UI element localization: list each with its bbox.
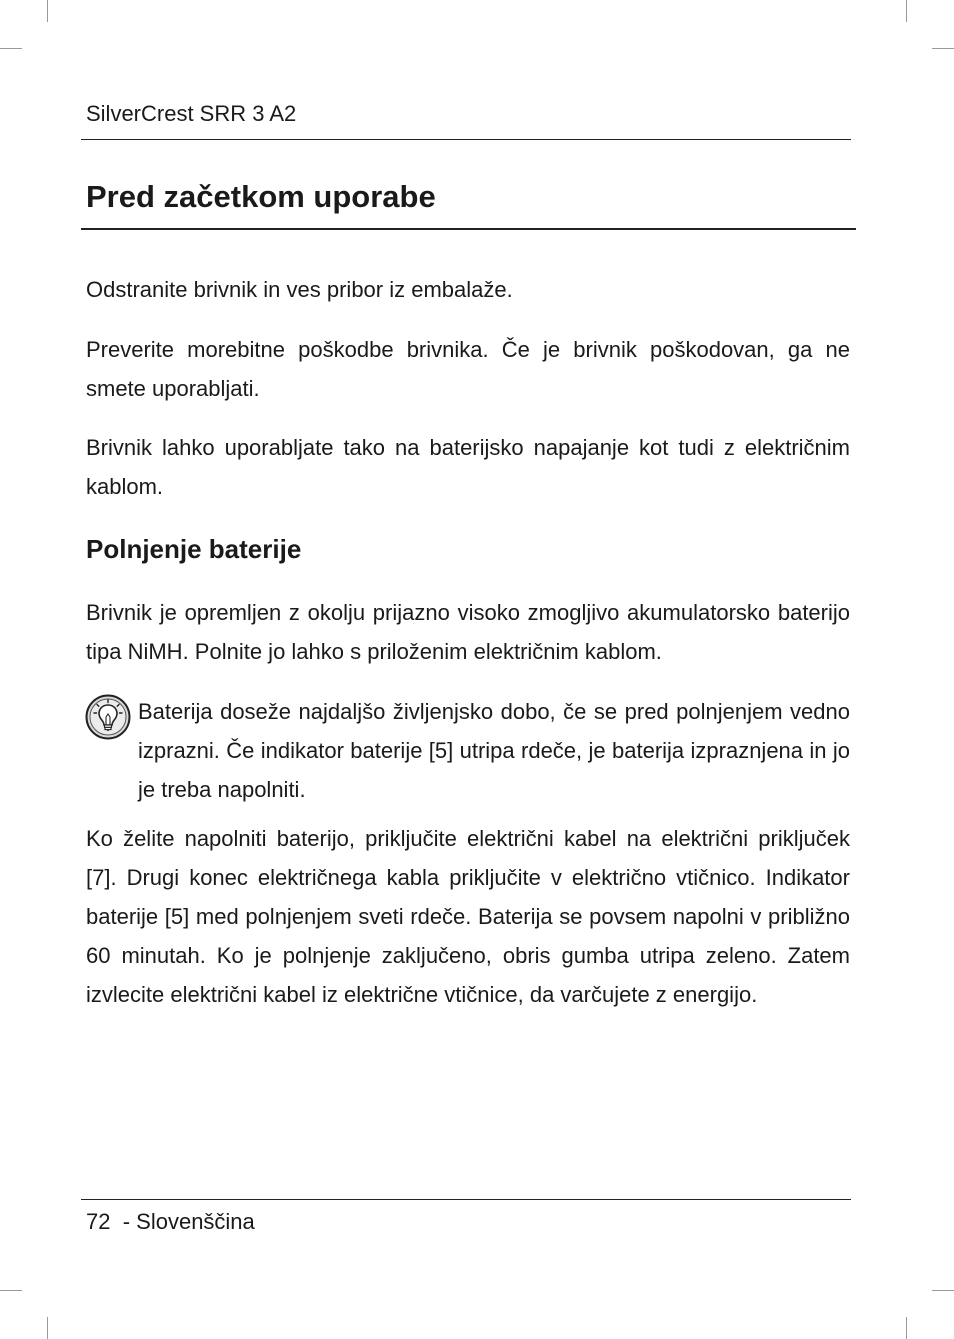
paragraph-inspect: Preverite morebitne poškodbe brivnika. Če je brivnik poškodovan, ga ne smete uporabljati. [86, 337, 850, 401]
crop-mark [906, 1317, 907, 1339]
tip-note: Baterija doseže najdaljšo življenjsko dobo, če se pred polnjenjem vedno izprazni. Če indikator baterije [5] utripa rdeče, je baterija izpraznjena in jo je treba napolniti. [138, 699, 850, 802]
crop-mark [47, 0, 48, 22]
page-header: SilverCrest SRR 3 A2 [86, 101, 297, 126]
crop-mark [932, 48, 954, 49]
paragraph-battery-type: Brivnik je opremljen z okolju prijazno visoko zmogljivo akumulatorsko baterijo tipa NiMH. Polnite jo lahko s priloženim električnim kablom. [86, 600, 850, 664]
paragraph-power-options: Brivnik lahko uporabljate tako na baterijsko napajanje kot tudi z električnim kablom. [86, 435, 850, 499]
footer-language: Slovenščina [136, 1209, 255, 1234]
crop-mark [0, 48, 22, 49]
crop-mark [47, 1317, 48, 1339]
footer-divider [81, 1199, 851, 1200]
crop-mark [906, 0, 907, 22]
subsection-title: Polnjenje baterije [86, 534, 302, 564]
page-number: 72 [86, 1209, 111, 1234]
header-divider [81, 139, 851, 140]
section-title: Pred začetkom uporabe [86, 179, 436, 214]
paragraph-unpack: Odstranite brivnik in ves pribor iz embalaže. [86, 277, 513, 302]
section-title-underline [81, 228, 856, 230]
paragraph-charging-steps: Ko želite napolniti baterijo, priključite električni kabel na električni priključek [7]. Drugi konec električnega kabla priključite v električno vtičnico. Indikator baterije [5] med polnjenjem sveti rdeče. Baterija se povsem napolni v približno 60 minutah. Ko je polnjenje zaključeno, obris gumba utripa zeleno. Zatem izvlecite električni kabel iz električne vtičnice, da varčujete z energijo. [86, 826, 850, 1007]
page-footer: 72 - Slovenščina [86, 1209, 255, 1234]
crop-mark [0, 1290, 22, 1291]
crop-mark [932, 1290, 954, 1291]
lightbulb-icon [85, 694, 131, 740]
